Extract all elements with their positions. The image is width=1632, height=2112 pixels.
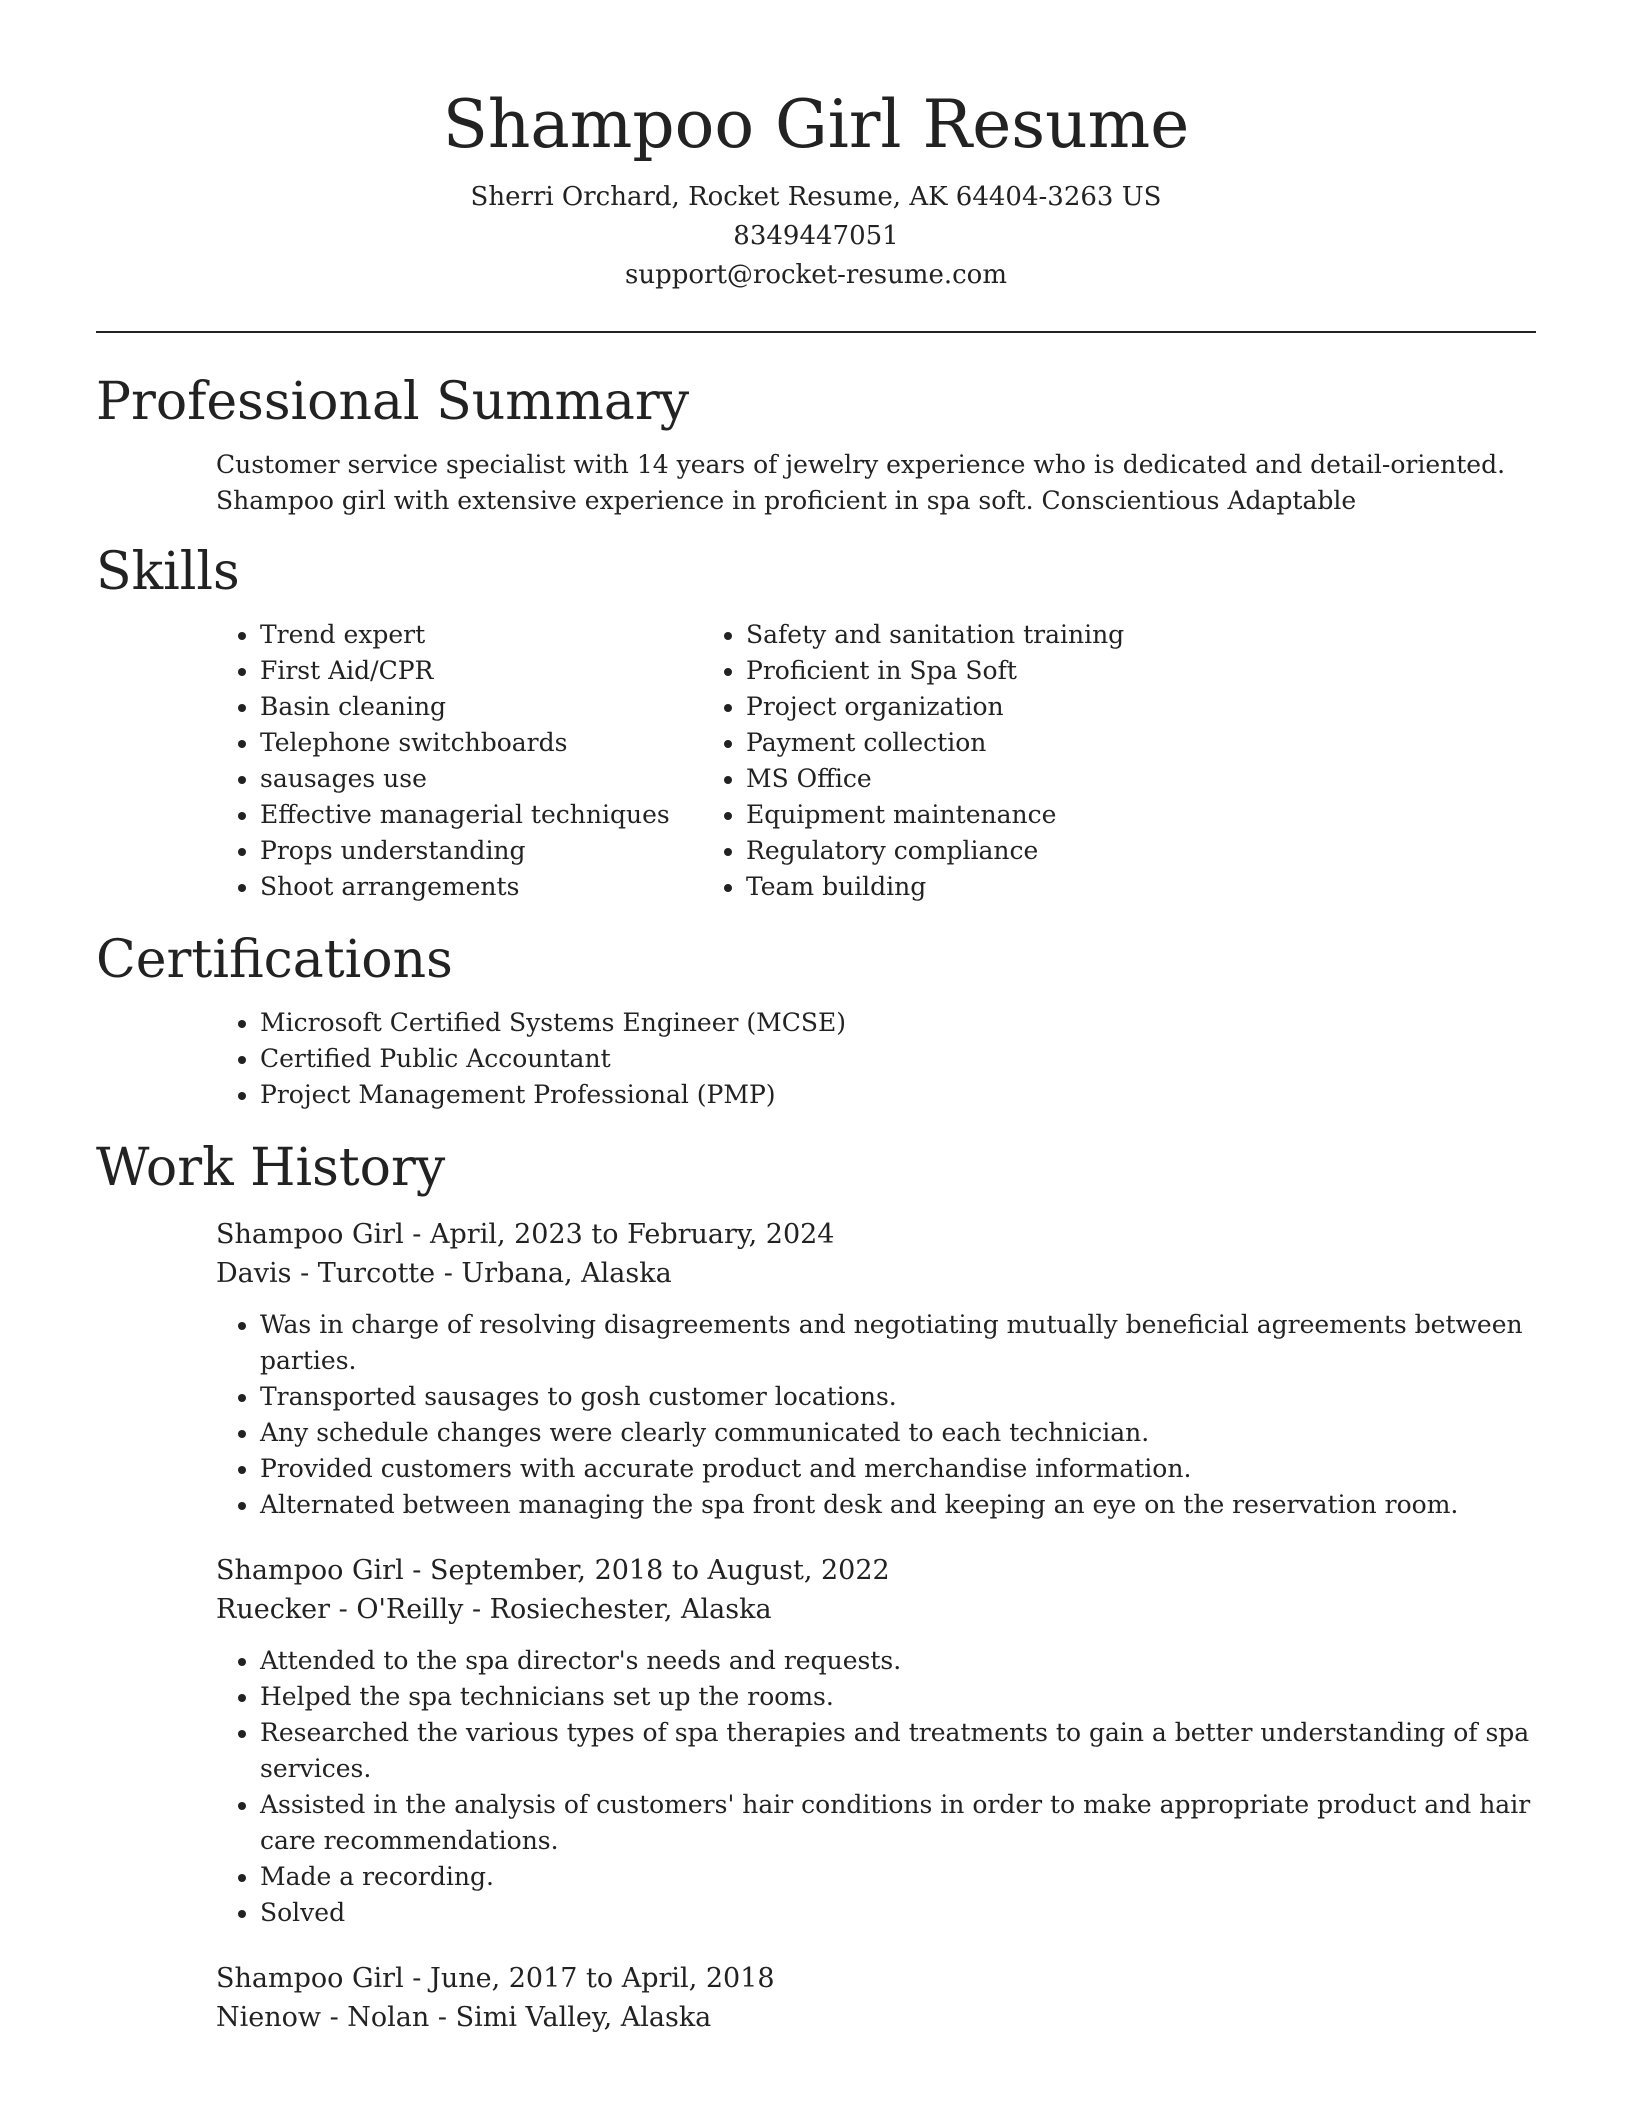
job-bullets bbox=[96, 1307, 1536, 1523]
job-dates: - April, 2023 to February, 2024 bbox=[403, 1219, 835, 1250]
job-location: - Urbana, Alaska bbox=[435, 1258, 672, 1289]
certification-item: • Certified Public Accountant bbox=[260, 1041, 1536, 1077]
summary-text: Customer service specialist with 14 years of jewelry experience who is dedicated and detail-oriented. Shampoo girl with extensive experience in proficient in spa soft. Conscientious Adaptable bbox=[216, 450, 1506, 515]
skills-column-right bbox=[746, 617, 1396, 905]
skill-item: • Safety and sanitation training bbox=[746, 617, 1396, 653]
job-bullet: • Solved bbox=[260, 1895, 1536, 1931]
skills-list-left bbox=[96, 617, 746, 905]
work-title: Work History bbox=[96, 1138, 446, 1198]
job-title-line bbox=[216, 1959, 1536, 1998]
skills-grid bbox=[96, 617, 1536, 905]
certifications-title: Certifications bbox=[96, 930, 453, 990]
job-entry bbox=[96, 1959, 1536, 2037]
job-entry bbox=[96, 1551, 1536, 1931]
certifications-section bbox=[96, 927, 1536, 1113]
resume-header bbox=[96, 0, 1536, 295]
job-bullet: • Researched the various types of spa therapies and treatments to gain a better understanding of spa services. bbox=[260, 1715, 1536, 1787]
skills-title: Skills bbox=[96, 542, 240, 602]
certifications-list bbox=[96, 1005, 1536, 1113]
summary-section bbox=[96, 369, 1536, 519]
skill-item: • Proficient in Spa Soft bbox=[746, 653, 1396, 689]
job-dates: - September, 2018 to August, 2022 bbox=[403, 1555, 890, 1586]
job-bullet: • Any schedule changes were clearly communicated to each technician. bbox=[260, 1415, 1536, 1451]
job-role: Shampoo Girl bbox=[216, 1555, 404, 1586]
job-entry bbox=[96, 1215, 1536, 1523]
job-bullet: • Assisted in the analysis of customers' hair conditions in order to make appropriate product and hair care recommendations. bbox=[260, 1787, 1536, 1859]
skill-item: • MS Office bbox=[746, 761, 1396, 797]
skill-item: • Payment collection bbox=[746, 725, 1396, 761]
job-bullet: • Helped the spa technicians set up the rooms. bbox=[260, 1679, 1536, 1715]
contact-phone: 8349447051 bbox=[733, 221, 899, 251]
contact-email: support@rocket-resume.com bbox=[624, 260, 1007, 290]
job-title-line bbox=[216, 1551, 1536, 1590]
job-company: Ruecker - O'Reilly bbox=[216, 1594, 464, 1625]
skill-item: • Shoot arrangements bbox=[260, 869, 746, 905]
job-company-line bbox=[216, 1254, 1536, 1293]
job-company-line bbox=[216, 1590, 1536, 1629]
header-divider bbox=[96, 331, 1536, 333]
job-title-line bbox=[216, 1215, 1536, 1254]
contact-info bbox=[96, 178, 1536, 295]
work-section bbox=[96, 1135, 1536, 2037]
job-bullets bbox=[96, 1643, 1536, 1931]
skills-section bbox=[96, 539, 1536, 905]
job-bullet: • Made a recording. bbox=[260, 1859, 1536, 1895]
skill-item: • First Aid/CPR bbox=[260, 653, 746, 689]
job-dates: - June, 2017 to April, 2018 bbox=[403, 1963, 775, 1994]
certification-item: • Project Management Professional (PMP) bbox=[260, 1077, 1536, 1113]
skill-item: • Equipment maintenance bbox=[746, 797, 1396, 833]
skill-item: • Props understanding bbox=[260, 833, 746, 869]
skills-column-left bbox=[96, 617, 746, 905]
job-company: Davis - Turcotte bbox=[216, 1258, 436, 1289]
job-company-line bbox=[216, 1998, 1536, 2037]
skills-list-right bbox=[746, 617, 1396, 905]
skill-item: • Regulatory compliance bbox=[746, 833, 1396, 869]
skill-item: • Team building bbox=[746, 869, 1396, 905]
skill-item: • Trend expert bbox=[260, 617, 746, 653]
skill-item: • sausages use bbox=[260, 761, 746, 797]
job-role: Shampoo Girl bbox=[216, 1219, 404, 1250]
job-bullet: • Attended to the spa director's needs and requests. bbox=[260, 1643, 1536, 1679]
job-company: Nienow - Nolan bbox=[216, 2002, 430, 2033]
job-role: Shampoo Girl bbox=[216, 1963, 404, 1994]
job-bullet: • Alternated between managing the spa front desk and keeping an eye on the reservation room. bbox=[260, 1487, 1536, 1523]
job-bullet: • Was in charge of resolving disagreements and negotiating mutually beneficial agreements between parties. bbox=[260, 1307, 1536, 1379]
skill-item: • Telephone switchboards bbox=[260, 725, 746, 761]
skill-item: • Project organization bbox=[746, 689, 1396, 725]
job-location: - Simi Valley, Alaska bbox=[429, 2002, 712, 2033]
resume-title: Shampoo Girl Resume bbox=[442, 86, 1190, 163]
skill-item: • Effective managerial techniques bbox=[260, 797, 746, 833]
job-bullet: • Provided customers with accurate product and merchandise information. bbox=[260, 1451, 1536, 1487]
skill-item: • Basin cleaning bbox=[260, 689, 746, 725]
job-location: - Rosiechester, Alaska bbox=[463, 1594, 772, 1625]
resume-page bbox=[96, 0, 1536, 2037]
certification-item: • Microsoft Certified Systems Engineer (MCSE) bbox=[260, 1005, 1536, 1041]
contact-address: Sherri Orchard, Rocket Resume, AK 64404-3263 US bbox=[470, 182, 1162, 212]
summary-title: Professional Summary bbox=[96, 372, 690, 432]
job-bullet: • Transported sausages to gosh customer locations. bbox=[260, 1379, 1536, 1415]
